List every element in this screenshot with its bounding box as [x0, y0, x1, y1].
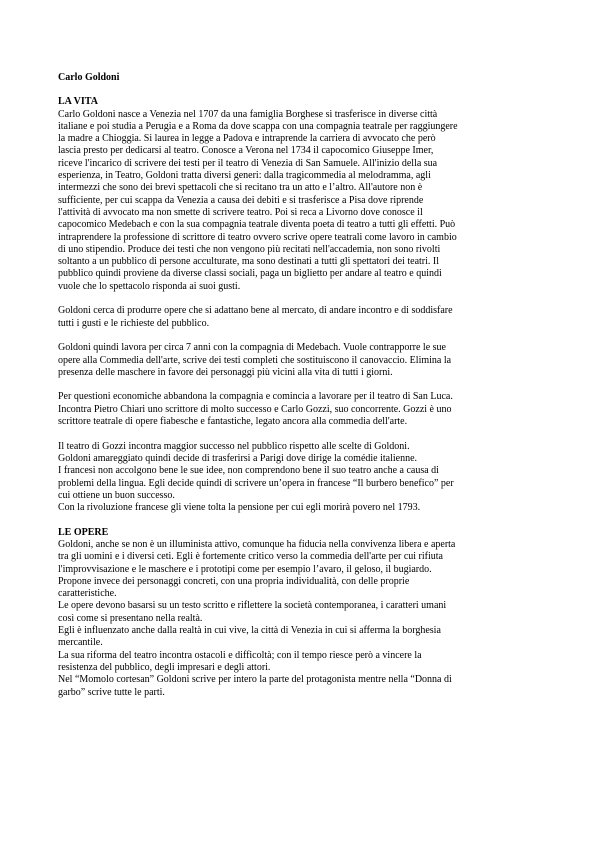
text-line: garbo” scrive tutte le parti. — [58, 686, 165, 698]
text-line: scrittore teatrale di opere fiabesche e fantastiche, legato ancora alla commedia dell'arte. — [58, 416, 408, 428]
text-line: Incontra Pietro Chiari uno scrittore di molto successo e Carlo Gozzi, suo concorrente. Gozzi è uno — [58, 403, 452, 415]
text-line: Goldoni, anche se non è un illuminista attivo, comunque ha fiducia nella convivenza libera e aperta — [58, 538, 456, 550]
text-line: I francesi non accolgono bene le sue idee, non comprendono bene il suo teatro anche a causa di — [58, 465, 439, 477]
section-heading-le-opere: LE OPERE — [58, 526, 109, 538]
text-line: tutti i gusti e le richieste del pubblico. — [58, 317, 210, 329]
text-line: sufficiente, per cui scappa da Venezia a causa dei debiti e si trasferisce a Pisa dove riprende — [58, 194, 424, 206]
text-line: intermezzi che sono dei brevi spettacoli che si recitano tra un atto e l’altro. All'autore non è — [58, 182, 423, 194]
text-line: resistenza del pubblico, degli impresari e degli attori. — [58, 661, 271, 673]
text-line: tra gli uomini e i diversi ceti. Egli è fortemente critico verso la commedia dell'arte per cui rifiuta — [58, 551, 443, 563]
paragraph — [58, 305, 537, 330]
text-line: caratteristiche. — [58, 588, 117, 600]
text-line: mercantile. — [58, 637, 103, 649]
text-line: così come si presentano nella realtà. — [58, 612, 203, 624]
text-line: Goldoni quindi lavora per circa 7 anni con la compagnia di Medebach. Vuole contrapporre le sue — [58, 342, 446, 354]
text-line: Le opere devono basarsi su un testo scritto e riflettere la società contemporanea, i caratteri umani — [58, 600, 447, 612]
section-le-opere-body — [58, 539, 537, 699]
text-line: Per questioni economiche abbandona la compagnia e comincia a lavorare per il teatro di San Luca. — [58, 391, 453, 403]
text-line: Egli è influenzato anche dalla realtà in cui vive, la città di Venezia in cui si afferma la borghesia — [58, 625, 441, 637]
text-line: intraprendere la professione di scrittore di teatro ovvero scrive opere teatrali come lavoro in cambio — [58, 231, 457, 243]
text-line: Nel “Momolo cortesan” Goldoni scrive per intero la parte del protagonista mentre nella “Donna di — [58, 674, 452, 686]
paragraph — [58, 391, 537, 428]
text-line: soltanto a un pubblico di persone acculturate, ma sono destinati a tutti gli spettatori dei teatri. Il — [58, 256, 440, 268]
text-line: l'attività di avvocato ma non smette di scrivere teatro. Poi si reca a Livorno dove conosce il — [58, 206, 423, 218]
text-line: Con la rivoluzione francese gli viene tolta la pensione per cui egli morirà povero nel 1793. — [58, 502, 421, 514]
section-la-vita-body — [58, 109, 537, 515]
text-line: La sua riforma del teatro incontra ostacoli e difficoltà; con il tempo riesce però a vincere la — [58, 649, 422, 661]
text-line: Goldoni amareggiato quindi decide di trasferirsi a Parigi dove dirige la comédie italienne. — [58, 452, 418, 464]
text-line: cui ottiene un buon successo. — [58, 489, 175, 501]
text-line: Propone invece dei personaggi concreti, con una propria individualità, con delle proprie — [58, 575, 410, 587]
text-line: di uno stipendio. Produce dei testi che non vengono più recitati nell'accademia, non sono rivolti — [58, 243, 441, 255]
section-heading-la-vita: LA VITA — [58, 96, 98, 108]
text-line: Goldoni cerca di produrre opere che si adattano bene al mercato, di andare incontro e di soddisfare — [58, 305, 453, 317]
text-line: la madre a Chioggia. Si laurea in legge a Padova e intraprende la carriera di avvocato che però — [58, 133, 436, 145]
text-line: Il teatro di Gozzi incontra maggior successo nel pubblico rispetto alle scelte di Goldoni. — [58, 440, 410, 452]
text-line: Carlo Goldoni nasce a Venezia nel 1707 da una famiglia Borghese si trasferisce in diverse città — [58, 108, 438, 120]
text-line: opere alla Commedia dell'arte, scrive dei testi completi che sostituiscono il canovaccio. Elimina la — [58, 354, 452, 366]
text-line: vuole che lo spettacolo risponda ai suoi gusti. — [58, 280, 241, 292]
text-line: capocomico Medebach e con la sua compagnia teatrale diventa poeta di teatro a tutti gli effetti. Può — [58, 219, 456, 231]
text-line: riceve l'incarico di scrivere dei testi per il teatro di Venezia di San Samuele. All'inizio della sua — [58, 157, 438, 169]
text-line: esperienza, in Teatro, Goldoni tratta diversi generi: dalla tragicommedia al melodramma, agli — [58, 170, 431, 182]
text-line: problemi della lingua. Egli decide quindi di scrivere un’opera in francese “Il burbero benefico” per — [58, 477, 454, 489]
text-line: pubblico quindi proviene da diverse classi sociali, paga un biglietto per andare al teatro e quindi — [58, 268, 442, 280]
paragraph — [58, 109, 537, 293]
document-title: Carlo Goldoni — [58, 72, 120, 83]
text-line: lascia presto per dedicarsi al teatro. Conosce a Verona nel 1734 il capocomico Giuseppe Imer, — [58, 145, 434, 157]
paragraph — [58, 539, 537, 699]
paragraph — [58, 441, 537, 515]
text-line: l'improvvisazione e le maschere e i prototipi come per esempio l’avaro, il geloso, il bugiardo. — [58, 563, 432, 575]
paragraph — [58, 342, 537, 379]
text-line: presenza delle maschere in favore dei personaggi più vicini alla vita di tutti i giorni. — [58, 366, 393, 378]
text-line: italiane e poi studia a Perugia e a Roma da dove scappa con una compagnia teatrale per raggiungere — [58, 120, 458, 132]
